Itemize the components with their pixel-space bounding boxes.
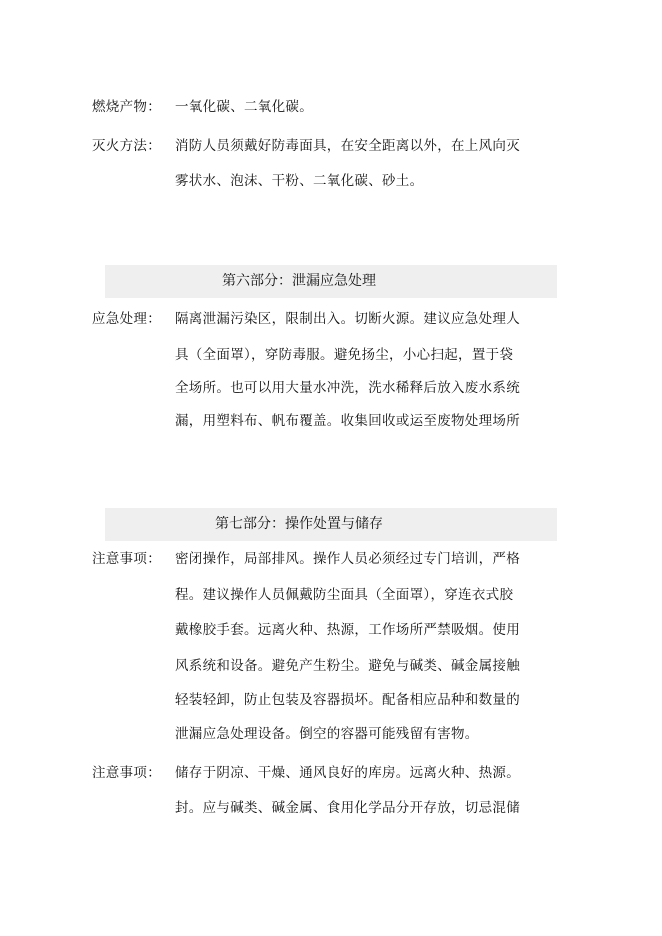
operation-row — [0, 544, 557, 574]
emergency-line: 隔离泄漏污染区，限制出入。切断火源。建议应急处理人 — [175, 311, 520, 327]
operation-row — [0, 615, 557, 645]
fire-method-line: 消防人员须戴好防毒面具，在安全距离以外，在上风向灭 — [175, 138, 520, 154]
operation-row — [0, 651, 557, 681]
storage-row — [0, 758, 557, 788]
operation-line: 泄漏应急处理设备。倒空的容器可能残留有害物。 — [175, 726, 479, 742]
operation-line: 风系统和设备。避免产生粉尘。避免与碱类、碱金属接触 — [175, 658, 520, 674]
operation-row — [0, 719, 557, 749]
storage-line: 封。应与碱类、碱金属、食用化学品分开存放，切忌混储 — [175, 800, 520, 816]
emergency-row — [0, 373, 557, 403]
combustion-products-label: 燃烧产物： — [92, 99, 161, 115]
operation-row — [0, 580, 557, 610]
storage-row — [0, 793, 557, 823]
section-heading-band — [105, 508, 557, 541]
combustion-products-text: 一氧化碳、二氧化碳。 — [175, 99, 313, 115]
operation-notes-label: 注意事项： — [92, 551, 161, 567]
storage-notes-label: 注意事项： — [92, 765, 161, 781]
section-heading-band — [105, 265, 557, 298]
operation-row — [0, 685, 557, 715]
emergency-row — [0, 340, 557, 370]
operation-line: 密闭操作，局部排风。操作人员必须经过专门培训，严格 — [175, 551, 520, 567]
combustion-products-row — [0, 92, 557, 122]
section-heading: 第六部分：泄漏应急处理 — [222, 273, 376, 289]
emergency-line: 具（全面罩），穿防毒服。避免扬尘，小心扫起，置于袋 — [175, 347, 514, 363]
operation-line: 轻装轻卸，防止包装及容器损坏。配备相应品种和数量的 — [175, 692, 520, 708]
emergency-line: 全场所。也可以用大量水冲洗，洗水稀释后放入废水系统 — [175, 380, 520, 396]
operation-line: 程。建议操作人员佩戴防尘面具（全面罩），穿连衣式胶 — [175, 587, 514, 603]
emergency-label: 应急处理： — [92, 311, 161, 327]
fire-method-row — [0, 131, 557, 161]
emergency-row — [0, 406, 557, 436]
storage-line: 储存于阴凉、干燥、通风良好的库房。远离火种、热源。 — [175, 765, 520, 781]
fire-method-line: 雾状水、泡沫、干粉、二氧化碳、砂土。 — [175, 173, 424, 189]
emergency-line: 漏，用塑料布、帆布覆盖。收集回收或运至废物处理场所 — [175, 413, 520, 429]
section-heading: 第七部分：操作处置与储存 — [215, 516, 383, 532]
operation-line: 戴橡胶手套。远离火种、热源，工作场所严禁吸烟。使用 — [175, 622, 520, 638]
fire-method-label: 灭火方法： — [92, 138, 161, 154]
fire-method-row — [0, 166, 557, 196]
emergency-row — [0, 304, 557, 334]
